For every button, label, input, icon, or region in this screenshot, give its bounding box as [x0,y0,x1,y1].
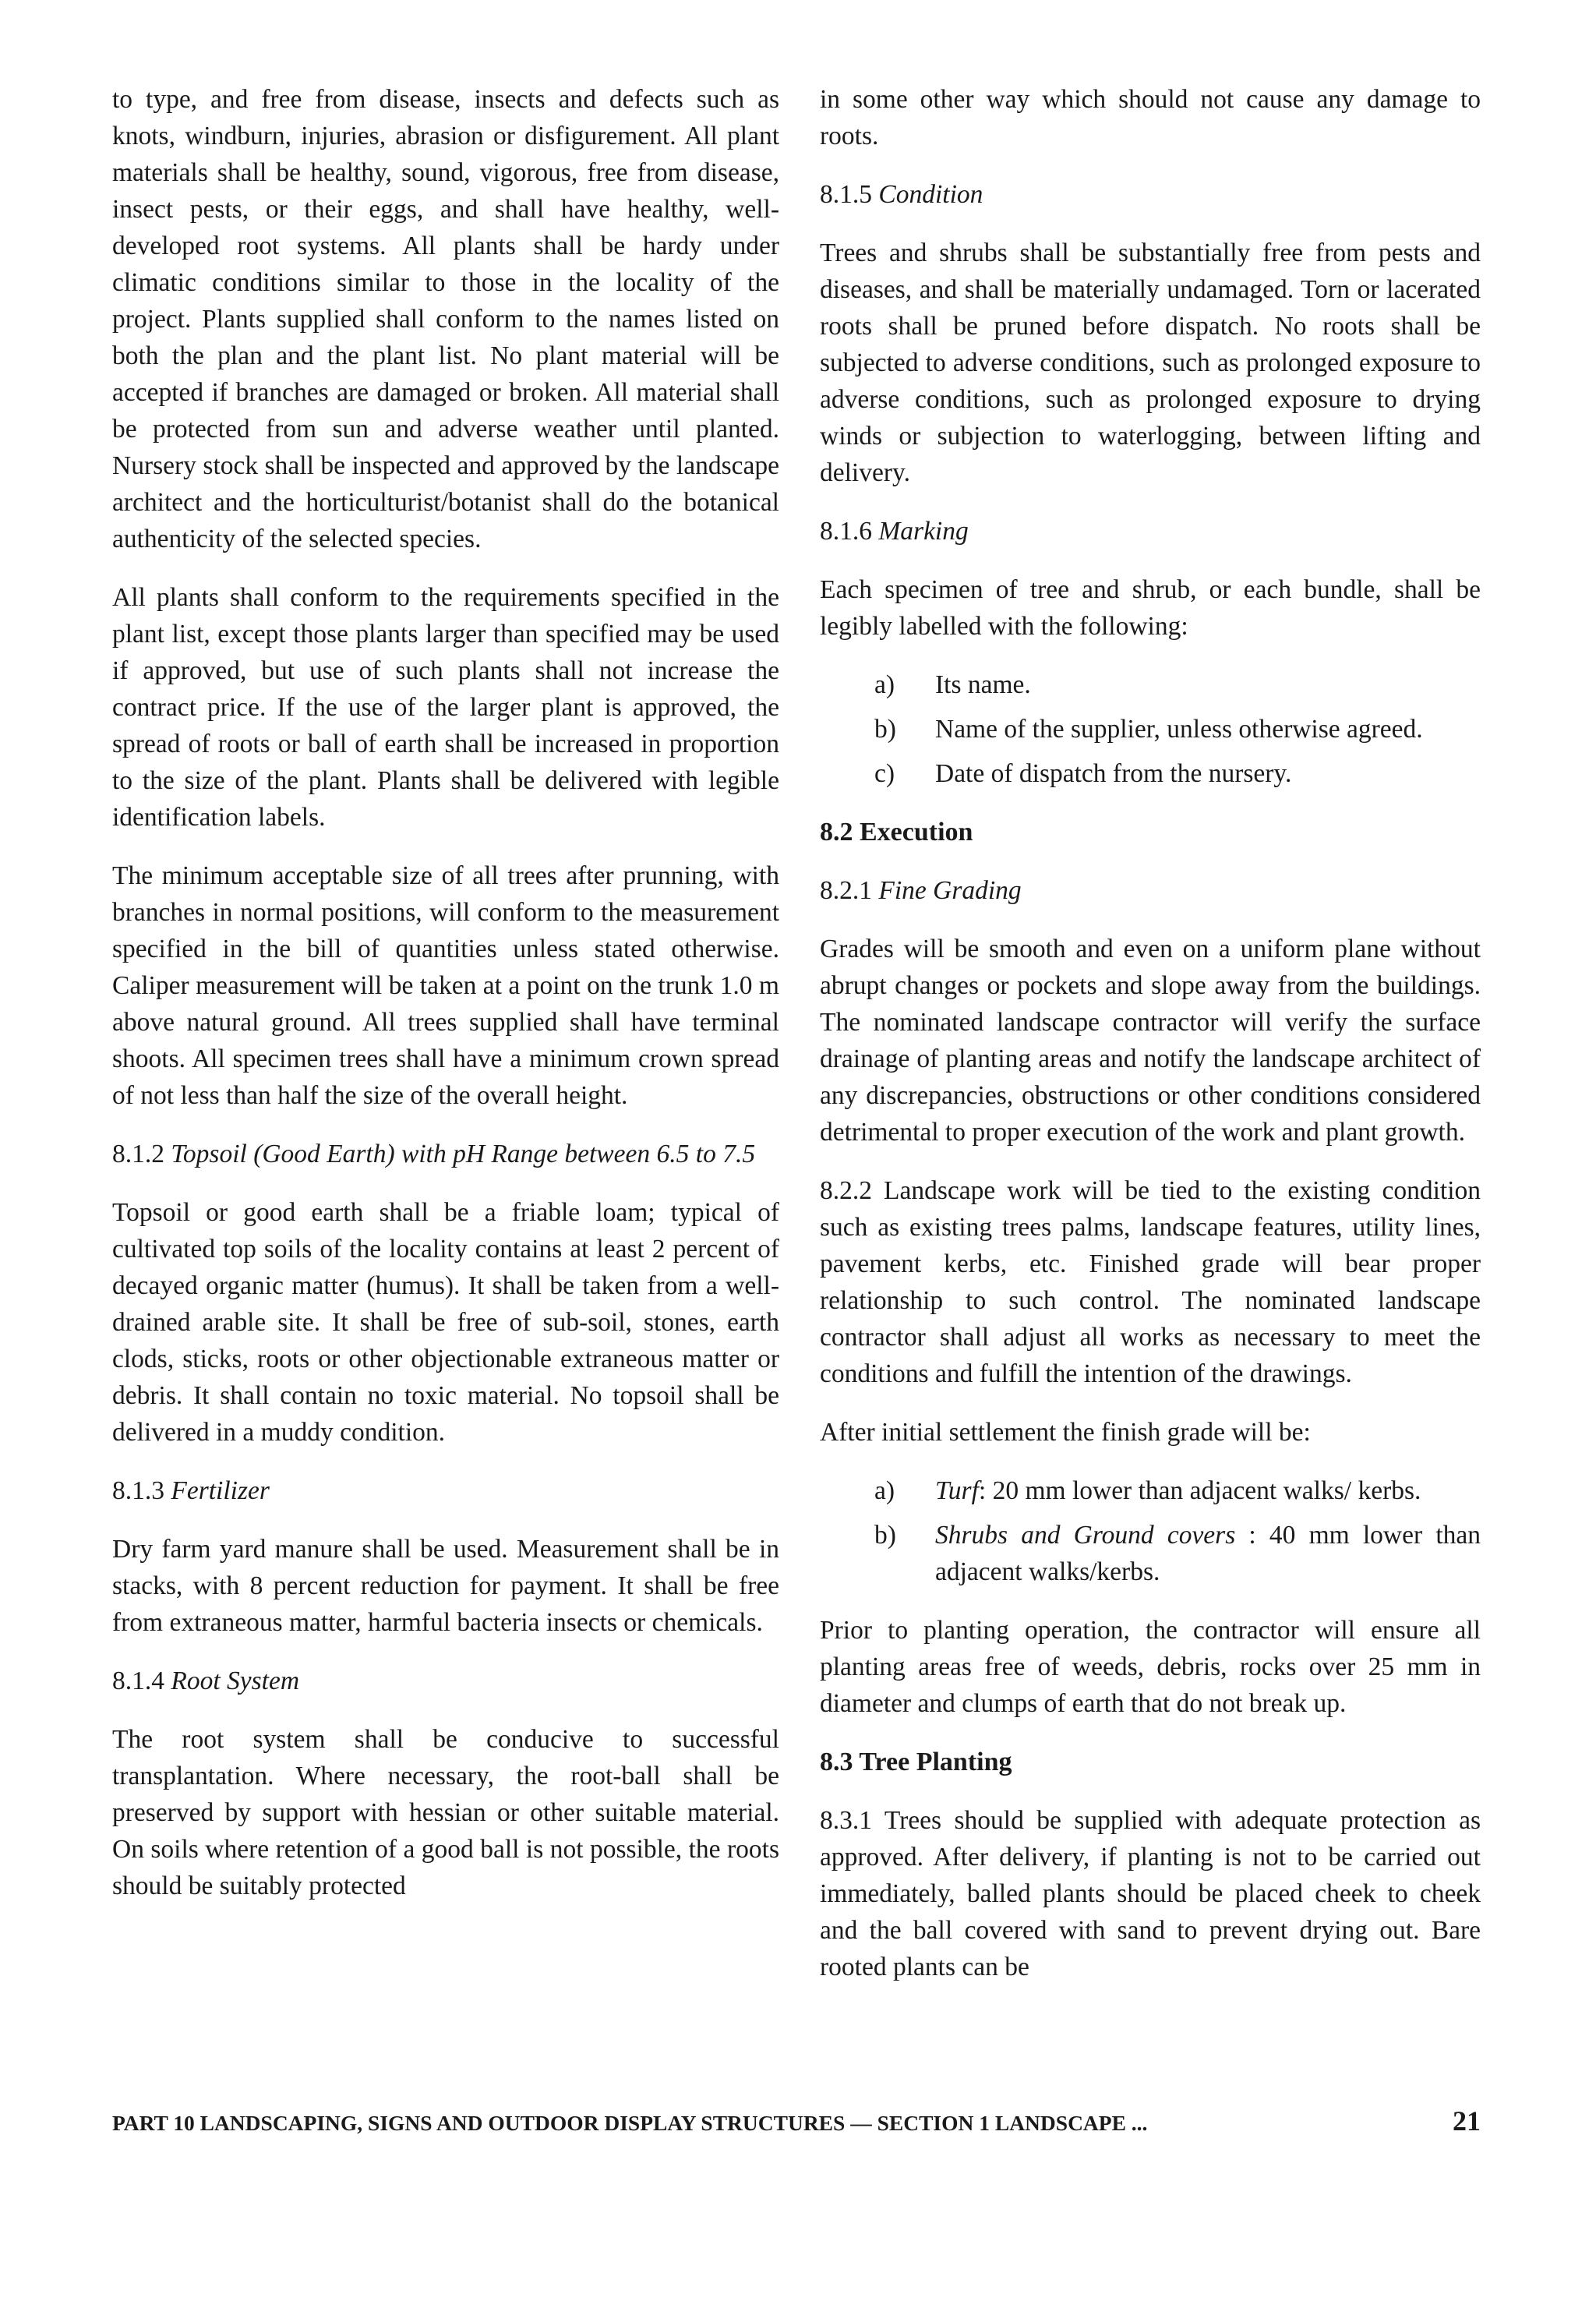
list-text [935,1517,1481,1590]
paragraph-8-2-2 [820,1172,1481,1392]
paragraph: The minimum acceptable size of all trees after prunning, with branches in normal positions, will conform to the measurement specified in the bill of quantities unless stated otherwise. Caliper measurement will be taken at a point on the trunk 1.0 m above natural ground. All trees supplied shall have terminal shoots. All specimen trees shall have a minimum crown spread of not less than half the size of the overall height. [112,861,779,1110]
list-text: Its name. [935,670,1031,699]
page-footer [112,2105,1481,2136]
section-number: 8.2.2 [820,1176,872,1205]
section-title: Fertilizer [171,1476,270,1505]
grade-list [820,1472,1481,1590]
left-column [112,81,779,1926]
list-item [820,666,1481,703]
section-title: Topsoil (Good Earth) with pH Range between 6.5 to 7.5 [171,1140,756,1168]
list-label: a) [874,670,895,699]
list-text: Date of dispatch from the nursery. [935,759,1292,788]
section-number: 8.1.2 [112,1140,164,1168]
paragraph: Prior to planting operation, the contractor will ensure all planting areas free of weeds, debris, rocks over 25 mm in diameter and clumps of earth that do not break up. [820,1616,1481,1718]
list-item [820,711,1481,748]
section-title: Fine Grading [878,876,1022,905]
section-number: 8.1.4 [112,1667,164,1695]
paragraph: All plants shall conform to the requirements specified in the plant list, except those plants larger than specified may be used if approved, but use of such plants shall not increase the contract price. If the use of the larger plant is approved, the spread of roots or ball of earth shall be increased in proportion to the size of the plant. Plants shall be delivered with legible identification labels. [112,583,779,832]
section-heading-8-1-3 [112,1472,779,1509]
list-separator: : [978,1476,993,1505]
section-heading-8-2-1 [820,872,1481,909]
section-number: 8.2.1 [820,876,872,905]
section-heading-8-2: 8.2 Execution [820,818,973,847]
paragraph: to type, and free from disease, insects and defects such as knots, windburn, injuries, abrasion or disfigurement. All plant materials shall be healthy, sound, vigorous, free from disease, insect pests, or their eggs, and shall have healthy, well-developed root systems. All plants shall be hardy under climatic conditions similar to those in the locality of the project. Plants supplied shall conform to the names listed on both the plan and the plant list. No plant material will be accepted if branches are damaged or broken. All material shall be protected from sun and adverse weather until planted. Nursery stock shall be inspected and approved by the landscape architect and the horticulturist/botanist shall do the botanical authenticity of the selected species. [112,85,779,553]
marking-list [820,666,1481,792]
list-term: Turf [935,1476,979,1505]
list-text: Name of the supplier, unless otherwise agreed. [935,715,1423,744]
section-number: 8.1.6 [820,517,872,546]
section-heading-8-1-4 [112,1663,779,1699]
paragraph: Trees and shrubs shall be substantially free from pests and diseases, and shall be materially undamaged. Torn or lacerated roots shall be pruned before dispatch. No roots shall be subjected to adverse conditions, such as prolonged exposure to adverse conditions, such as prolonged exposure to drying winds or subjection to waterlogging, between lifting and delivery. [820,239,1481,487]
list-detail: 20 mm lower than adjacent walks/ kerbs. [992,1476,1421,1505]
page-number: 21 [1453,2105,1481,2137]
list-item [820,1472,1481,1509]
right-column [820,81,1481,2007]
paragraph: Dry farm yard manure shall be used. Measurement shall be in stacks, with 8 percent reduction for payment. It shall be free from extraneous matter, harmful bacteria insects or chemicals. [112,1535,779,1637]
footer-title: PART 10 LANDSCAPING, SIGNS AND OUTDOOR DISPLAY STRUCTURES — SECTION 1 LANDSCAPE ... [112,2111,1148,2135]
list-text [935,1472,1481,1509]
paragraph: After initial settlement the finish grade will be: [820,1418,1311,1447]
section-number: 8.3.1 [820,1806,872,1835]
paragraph-8-3-1 [820,1802,1481,1985]
paragraph-text: Landscape work will be tied to the existing condition such as existing trees palms, landscape features, utility lines, pavement kerbs, etc. Finished grade will bear proper relationship to such control. The nominated landscape contractor shall adjust all works as necessary to meet the conditions and fulfill the intention of the drawings. [820,1176,1481,1388]
section-heading-8-1-2 [112,1136,779,1172]
list-label: a) [874,1476,895,1505]
section-title: Marking [878,517,969,546]
section-heading-8-3: 8.3 Tree Planting [820,1748,1012,1776]
list-item [820,755,1481,792]
list-label: c) [874,759,895,788]
section-heading-8-1-5 [820,176,1481,213]
paragraph: Topsoil or good earth shall be a friable loam; typical of cultivated top soils of the locality contains at least 2 percent of decayed organic matter (humus). It shall be taken from a well-drained arable site. It shall be free of sub-soil, stones, earth clods, sticks, roots or other objectionable extraneous matter or debris. It shall contain no toxic material. No topsoil shall be delivered in a muddy condition. [112,1198,779,1447]
section-heading-8-1-6 [820,513,1481,550]
section-number: 8.1.3 [112,1476,164,1505]
list-label: b) [874,715,896,744]
section-title: Root System [171,1667,300,1695]
paragraph: The root system shall be conducive to successful transplantation. Where necessary, the root-ball shall be preserved by support with hessian or other suitable material. On soils where retention of a good ball is not possible, the roots should be suitably protected [112,1725,779,1900]
paragraph: in some other way which should not cause any damage to roots. [820,85,1481,150]
section-title: Condition [878,180,983,209]
list-separator: : [1235,1521,1269,1550]
paragraph-text: Trees should be supplied with adequate protection as approved. After delivery, if planting is not to be carried out immediately, balled plants should be placed cheek to cheek and the ball covered with sand to prevent drying out. Bare rooted plants can be [820,1806,1481,1981]
paragraph: Grades will be smooth and even on a uniform plane without abrupt changes or pockets and slope away from the buildings. The nominated landscape contractor will verify the surface drainage of planting areas and notify the landscape architect of any discrepancies, obstructions or other conditions considered detrimental to proper execution of the work and plant growth. [820,935,1481,1147]
list-detail: 40 mm lower than adjacent walks/kerbs. [935,1521,1481,1586]
list-label: b) [874,1521,896,1550]
list-item [820,1517,1481,1590]
section-number: 8.1.5 [820,180,872,209]
list-term: Shrubs and Ground covers [935,1521,1236,1550]
paragraph: Each specimen of tree and shrub, or each bundle, shall be legibly labelled with the following: [820,575,1481,641]
